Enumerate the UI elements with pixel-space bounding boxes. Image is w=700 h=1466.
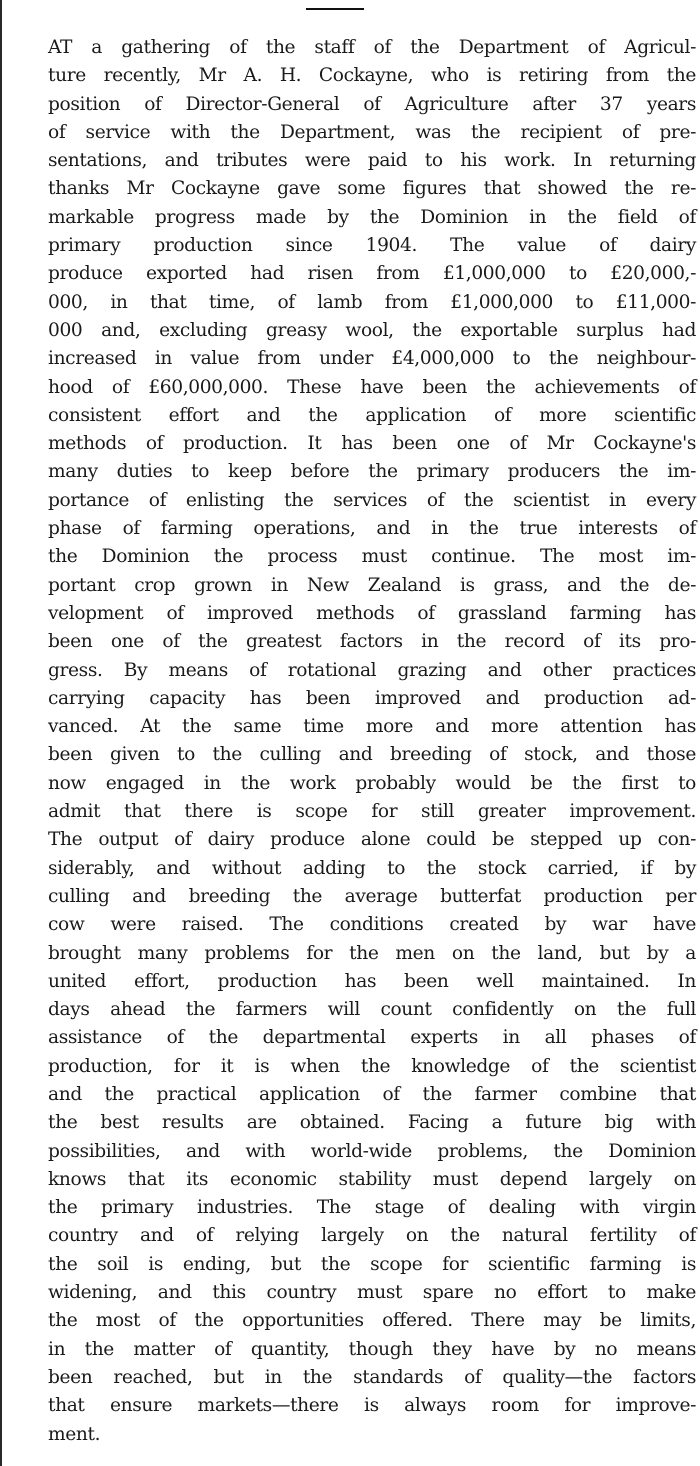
- article-line: the most of the opportunities offered. There may be limits,: [48, 1310, 696, 1332]
- article-line: admit that there is scope for still greater improvement.: [48, 801, 696, 823]
- article-line: 000, in that time, of lamb from £1,000,000 to £11,000-: [48, 291, 696, 313]
- article-line: ture recently, Mr A. H. Cockayne, who is retiring from the: [48, 65, 696, 87]
- article-line: position of Director-General of Agriculture after 37 years: [48, 93, 696, 115]
- article-line: carrying capacity has been improved and production ad-: [48, 687, 696, 709]
- article-line: of service with the Department, was the recipient of pre-: [48, 121, 696, 143]
- article-line: culling and breeding the average butterfat production per: [48, 885, 696, 907]
- article-line: portance of enlisting the services of the scientist in every: [48, 489, 696, 511]
- article-line: siderably, and without adding to the stock carried, if by: [48, 857, 696, 879]
- article-line: been reached, but in the standards of quality—the factors: [48, 1366, 696, 1388]
- article-line: vanced. At the same time more and more attention has: [48, 716, 696, 738]
- article-line: that ensure markets—there is always room for improve-: [48, 1395, 696, 1417]
- article-line: cow were raised. The conditions created by war have: [48, 914, 696, 936]
- article-line: days ahead the farmers will count confidently on the full: [48, 999, 696, 1021]
- article-line: ment.: [48, 1423, 101, 1445]
- section-divider-rule: [306, 8, 364, 10]
- article-line: AT a gathering of the staff of the Department of Agricul-: [48, 37, 696, 58]
- article-line: country and of relying largely on the natural fertility of: [48, 1225, 696, 1247]
- article-line: consistent effort and the application of more scientific: [48, 404, 696, 426]
- article-line: united effort, production has been well maintained. In: [48, 970, 696, 992]
- article-line: knows that its economic stability must depend largely on: [48, 1168, 696, 1190]
- article-line: the soil is ending, but the scope for scientific farming is: [48, 1253, 696, 1275]
- article-line: increased in value from under £4,000,000 to the neighbour-: [48, 348, 696, 370]
- article-line: the primary industries. The stage of dealing with virgin: [48, 1197, 696, 1219]
- article-line: many duties to keep before the primary producers the im-: [48, 461, 696, 483]
- article-line: and the practical application of the farmer combine that: [48, 1083, 696, 1105]
- article-body: [48, 34, 696, 1449]
- article-line: brought many problems for the men on the land, but by a: [48, 942, 696, 964]
- article-line: 000 and, excluding greasy wool, the exportable surplus had: [48, 319, 696, 341]
- article-line: velopment of improved methods of grassland farming has: [48, 602, 696, 624]
- article-line: now engaged in the work probably would be the first to: [48, 772, 696, 794]
- article-line: gress. By means of rotational grazing and other practices: [48, 659, 696, 681]
- article-line: markable progress made by the Dominion in the field of: [48, 206, 696, 228]
- article-line: primary production since 1904. The value of dairy: [48, 235, 696, 257]
- article-line: the Dominion the process must continue. The most im-: [48, 546, 696, 568]
- article-line: possibilities, and with world-wide problems, the Dominion: [48, 1140, 696, 1162]
- article-line: methods of production. It has been one of Mr Cockayne's: [48, 433, 696, 455]
- article-line: The output of dairy produce alone could be stepped up con-: [48, 829, 696, 851]
- article-line: phase of farming operations, and in the true interests of: [48, 518, 696, 540]
- article-line: been one of the greatest factors in the record of its pro-: [48, 631, 696, 653]
- article-line: produce exported had risen from £1,000,000 to £20,000,-: [48, 263, 696, 285]
- article-line: production, for it is when the knowledge of the scientist: [48, 1055, 696, 1077]
- article-line: hood of £60,000,000. These have been the achievements of: [48, 376, 696, 398]
- article-line: been given to the culling and breeding of stock, and those: [48, 744, 696, 766]
- article-line: the best results are obtained. Facing a future big with: [48, 1112, 696, 1134]
- article-line: in the matter of quantity, though they have by no means: [48, 1338, 696, 1360]
- article-line: sentations, and tributes were paid to his work. In returning: [48, 150, 696, 172]
- left-column-rule: [0, 0, 2, 1466]
- article-line: portant crop grown in New Zealand is grass, and the de-: [48, 574, 696, 596]
- article-line: widening, and this country must spare no effort to make: [48, 1282, 696, 1304]
- article-line: thanks Mr Cockayne gave some figures that showed the re-: [48, 178, 696, 200]
- article-line: assistance of the departmental experts in all phases of: [48, 1027, 696, 1049]
